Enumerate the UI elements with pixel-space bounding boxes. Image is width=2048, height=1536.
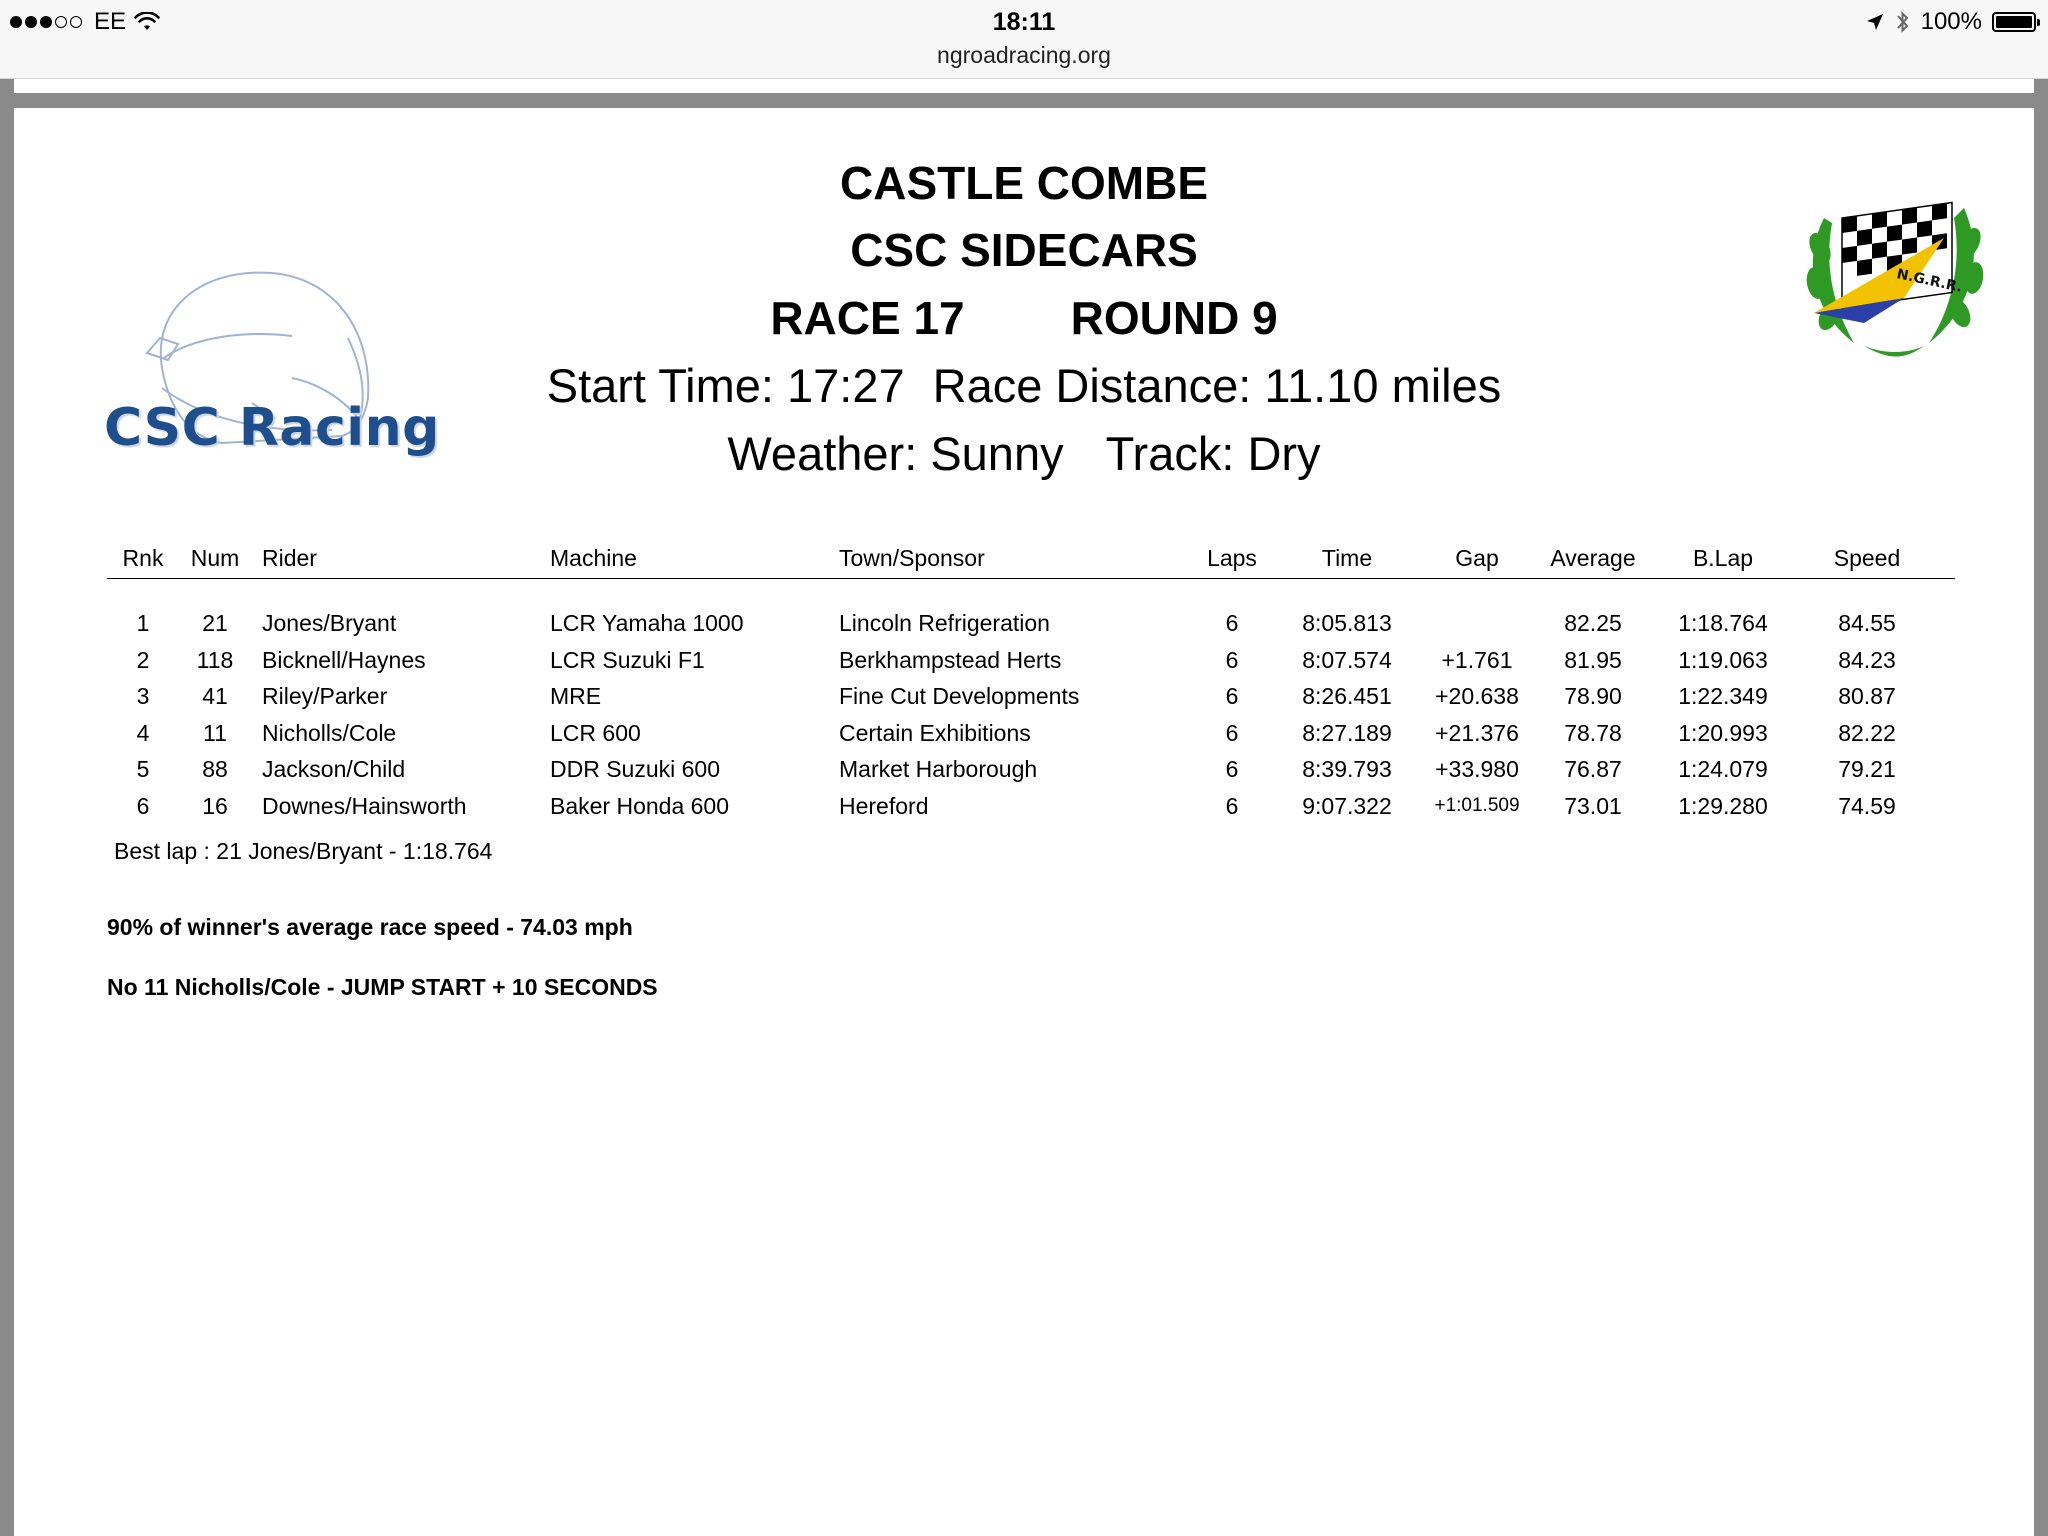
cell-gap: +33.980 <box>1435 756 1519 783</box>
header-laps: Laps <box>1207 545 1257 571</box>
cell-num: 118 <box>196 646 234 673</box>
track-condition: Track: Dry <box>1105 427 1321 480</box>
header-rider: Rider <box>262 545 317 571</box>
header-time: Time <box>1321 545 1373 571</box>
header-machine: Machine <box>550 545 637 571</box>
address-bar-url[interactable]: ngroadracing.org <box>937 42 1111 68</box>
cell-sponsor: Berkhampstead Herts <box>839 646 1062 673</box>
header-gap: Gap <box>1455 545 1499 571</box>
cell-speed: 74.59 <box>1838 792 1896 819</box>
cell-blap: 1:24.079 <box>1678 756 1768 783</box>
status-bar <box>0 0 2048 79</box>
cell-time: 8:07.574 <box>1302 646 1392 673</box>
location-arrow-icon <box>1865 12 1885 32</box>
cell-machine: LCR Suzuki F1 <box>550 646 705 673</box>
cell-rider: Bicknell/Haynes <box>262 646 426 673</box>
header-num: Num <box>190 545 240 571</box>
weather: Weather: Sunny <box>727 427 1064 480</box>
cell-rnk: 6 <box>136 792 150 819</box>
cell-sponsor: Market Harborough <box>839 756 1038 783</box>
cell-rider: Nicholls/Cole <box>262 719 397 746</box>
cell-machine: Baker Honda 600 <box>550 792 730 819</box>
cell-rider: Jones/Bryant <box>262 610 397 636</box>
ngrr-logo-text: N.G.R.R. <box>1895 266 1964 296</box>
cell-gap: +1.761 <box>1441 646 1513 673</box>
results-table <box>107 540 1955 825</box>
race-distance: Race Distance: 11.10 miles <box>932 359 1502 412</box>
cell-gap: +20.638 <box>1435 683 1519 710</box>
cell-rnk: 1 <box>136 610 150 636</box>
cell-num: 21 <box>202 610 228 636</box>
page-frame-right <box>2034 79 2048 1536</box>
cell-sponsor: Lincoln Refrigeration <box>839 610 1050 636</box>
cell-rnk: 2 <box>136 646 150 673</box>
ninety-percent-note: 90% of winner's average race speed - 74.03 mph <box>107 914 633 940</box>
cell-speed: 80.87 <box>1838 683 1896 710</box>
cell-machine: DDR Suzuki 600 <box>550 756 721 783</box>
table-row <box>107 605 1955 642</box>
cell-laps: 6 <box>1225 792 1239 819</box>
cell-sponsor: Fine Cut Developments <box>839 683 1080 710</box>
table-row <box>107 751 1955 788</box>
cell-time: 8:27.189 <box>1302 719 1392 746</box>
header-rnk: Rnk <box>122 545 164 571</box>
cell-blap: 1:20.993 <box>1678 719 1768 746</box>
cell-num: 88 <box>202 756 228 783</box>
header-sponsor: Town/Sponsor <box>839 545 985 571</box>
bluetooth-icon <box>1895 9 1911 35</box>
cell-time: 8:05.813 <box>1302 610 1392 636</box>
cell-rider: Jackson/Child <box>262 756 406 783</box>
cell-average: 82.25 <box>1564 610 1622 636</box>
cell-rider: Riley/Parker <box>262 683 388 710</box>
cell-average: 78.78 <box>1564 719 1622 746</box>
cell-laps: 6 <box>1225 756 1239 783</box>
cell-rnk: 4 <box>136 719 150 746</box>
cell-num: 16 <box>202 792 228 819</box>
page-frame-left <box>0 79 14 1536</box>
cell-machine: MRE <box>550 683 602 710</box>
race-number: RACE 17 <box>770 292 965 344</box>
penalty-note: No 11 Nicholls/Cole - JUMP START + 10 SECONDS <box>107 974 658 1000</box>
cell-speed: 82.22 <box>1838 719 1896 746</box>
class-title: CSC SIDECARS <box>850 224 1198 276</box>
cell-rnk: 3 <box>136 683 150 710</box>
cell-average: 81.95 <box>1564 646 1622 673</box>
table-row <box>107 715 1955 752</box>
carrier-name: EE <box>94 8 127 35</box>
cell-blap: 1:18.764 <box>1678 610 1768 636</box>
header-average: Average <box>1550 545 1636 571</box>
battery-icon <box>1992 12 2036 32</box>
best-lap-note: Best lap : 21 Jones/Bryant - 1:18.764 <box>114 838 493 864</box>
results-document <box>14 108 2034 1536</box>
cell-num: 11 <box>203 719 227 746</box>
cell-blap: 1:19.063 <box>1678 646 1768 673</box>
ngrr-logo-icon <box>1794 178 1994 368</box>
cell-time: 9:07.322 <box>1302 792 1392 819</box>
cell-speed: 79.21 <box>1838 756 1896 783</box>
cell-sponsor: Certain Exhibitions <box>839 719 1031 746</box>
table-header-row <box>107 540 1955 579</box>
cell-num: 41 <box>202 683 228 710</box>
cell-gap: +1:01.509 <box>1434 794 1520 816</box>
cell-average: 73.01 <box>1564 792 1622 819</box>
header-speed: Speed <box>1833 545 1901 571</box>
table-row <box>107 642 1955 679</box>
csc-racing-logo-text: CSC Racing <box>104 398 440 458</box>
cell-machine: LCR 600 <box>550 719 641 746</box>
cell-rnk: 5 <box>136 756 150 783</box>
cell-average: 78.90 <box>1564 683 1622 710</box>
cell-gap: +21.376 <box>1435 719 1519 746</box>
cell-rider: Downes/Hainsworth <box>262 792 467 819</box>
table-row <box>107 678 1955 715</box>
cell-speed: 84.23 <box>1838 646 1896 673</box>
cell-time: 8:39.793 <box>1302 756 1392 783</box>
header-blap: B.Lap <box>1692 545 1754 571</box>
cell-blap: 1:29.280 <box>1678 792 1768 819</box>
page-separator <box>14 93 2034 108</box>
table-row <box>107 788 1955 825</box>
start-time: Start Time: 17:27 <box>546 359 905 412</box>
round-number: ROUND 9 <box>1070 292 1278 344</box>
cell-laps: 6 <box>1225 719 1239 746</box>
cell-laps: 6 <box>1225 646 1239 673</box>
battery-percent: 100% <box>1920 8 1982 35</box>
venue-title: CASTLE COMBE <box>840 157 1208 209</box>
cell-laps: 6 <box>1225 683 1239 710</box>
cell-sponsor: Hereford <box>839 792 929 819</box>
cell-time: 8:26.451 <box>1302 683 1392 710</box>
status-time: 18:11 <box>992 8 1056 36</box>
status-right <box>1865 4 2036 40</box>
cell-average: 76.87 <box>1564 756 1622 783</box>
previous-page-edge <box>14 79 2034 93</box>
cell-laps: 6 <box>1225 610 1239 636</box>
cell-machine: LCR Yamaha 1000 <box>550 610 744 636</box>
cell-blap: 1:22.349 <box>1678 683 1768 710</box>
cell-speed: 84.55 <box>1838 610 1896 636</box>
